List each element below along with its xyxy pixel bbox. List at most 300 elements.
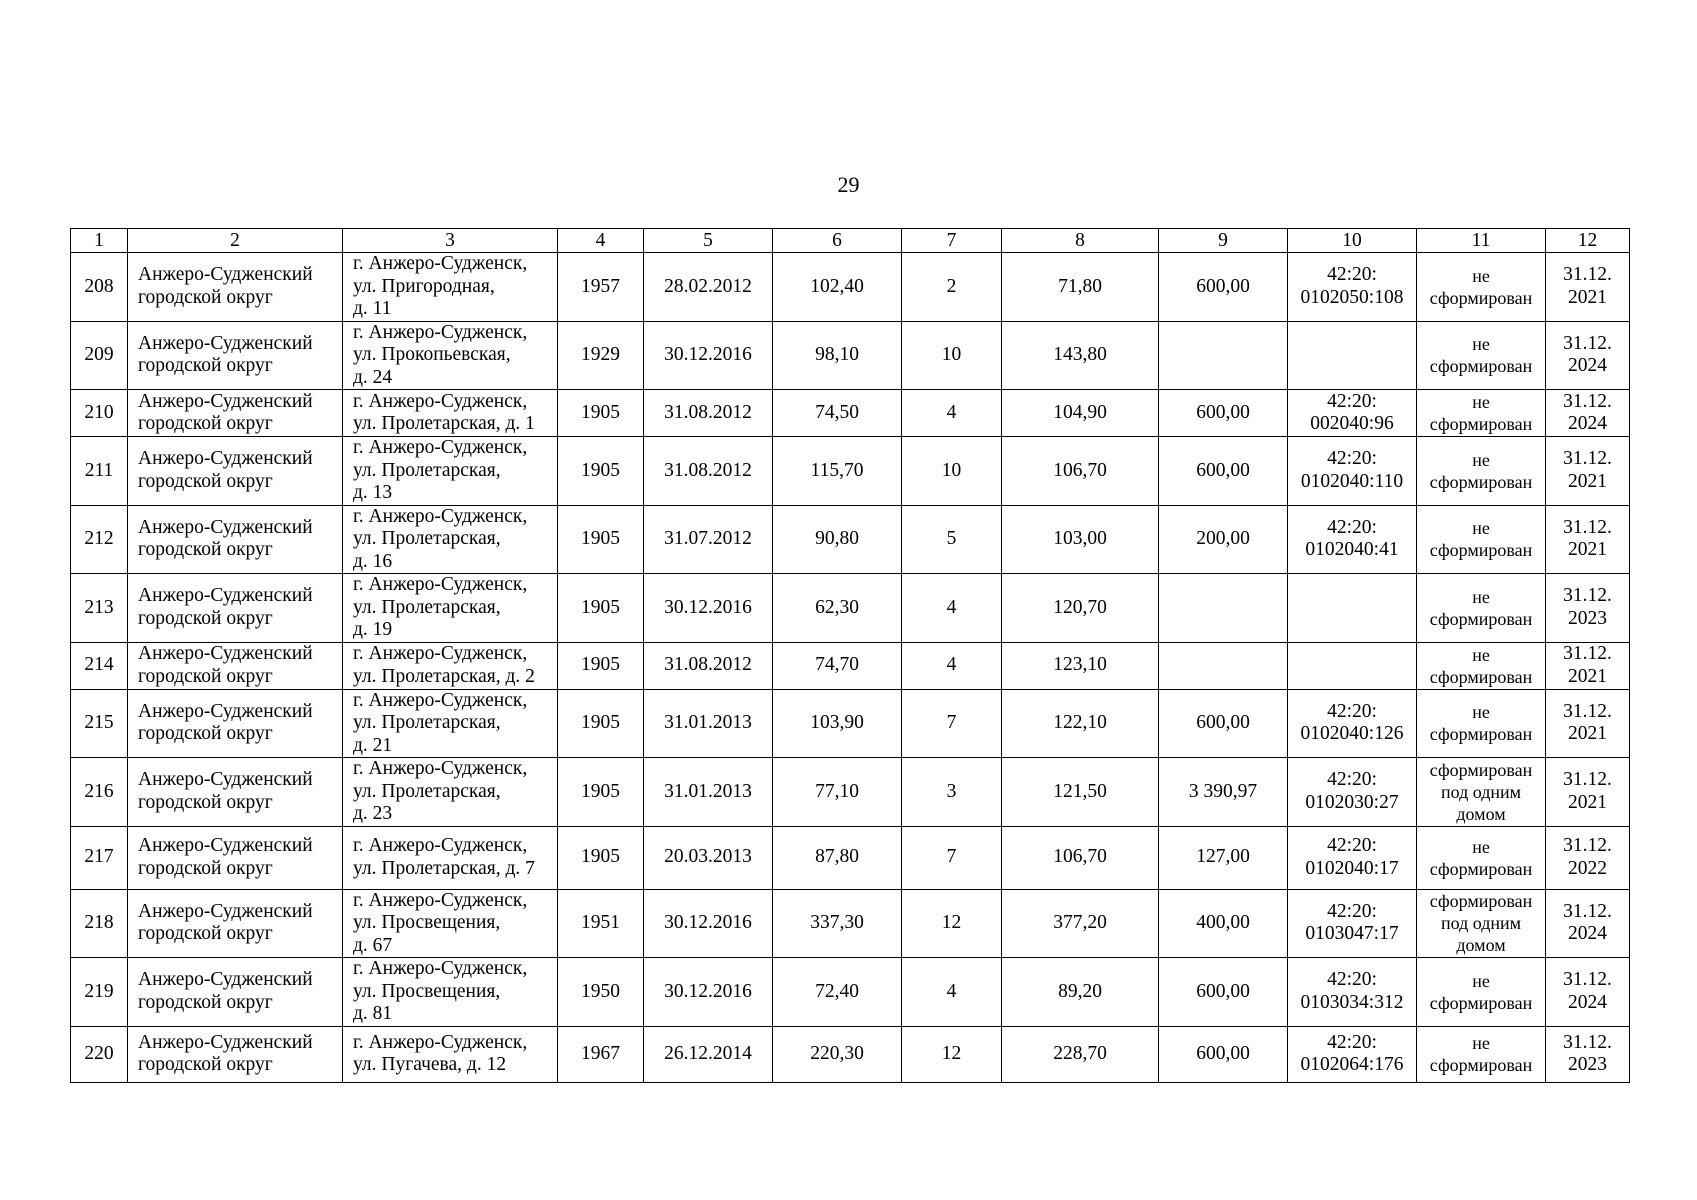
row-number: 216 (71, 758, 128, 827)
land-status-cell (1417, 505, 1546, 574)
deadline-cell (1546, 321, 1630, 390)
land-area-cell: 3 390,97 (1159, 758, 1288, 827)
municipality-line: городской округ (138, 1054, 273, 1075)
address-line: д. 67 (353, 934, 393, 956)
deadline-line: 31.12. (1563, 700, 1612, 722)
cadastral-number-cell (1288, 321, 1417, 390)
municipality-cell (128, 689, 343, 758)
row-number: 218 (71, 889, 128, 958)
cadastral-line: 0102040:17 (1305, 857, 1399, 879)
municipality-line: Анжеро-Судженский (138, 969, 313, 991)
page-number: 29 (837, 172, 860, 197)
count-cell: 10 (902, 437, 1002, 506)
area-cell: 115,70 (773, 437, 902, 506)
land-area-cell (1159, 321, 1288, 390)
deadline-line: 2021 (1568, 539, 1607, 561)
count-cell: 4 (902, 642, 1002, 689)
status-line: не (1472, 702, 1490, 723)
deadline-line: 2024 (1568, 923, 1607, 945)
municipality-cell (128, 1026, 343, 1082)
address-cell (343, 958, 558, 1027)
deadline-cell (1546, 758, 1630, 827)
count-cell: 4 (902, 958, 1002, 1027)
table-row (71, 889, 1630, 958)
cadastral-line: 42:20: (1327, 900, 1377, 922)
deadline-cell (1546, 1026, 1630, 1082)
cadastral-line: 42:20: (1327, 390, 1377, 412)
total-area-cell: 121,50 (1002, 758, 1159, 827)
row-number: 212 (71, 505, 128, 574)
column-number-row (71, 229, 1630, 253)
year-built-cell: 1905 (558, 437, 644, 506)
date-cell: 20.03.2013 (644, 826, 773, 889)
address-line: ул. Пугачева, д. 12 (353, 1054, 507, 1075)
address-line: г. Анжеро-Судженск, (353, 437, 528, 458)
land-area-cell (1159, 574, 1288, 643)
address-cell (343, 1026, 558, 1082)
area-cell: 220,30 (773, 1026, 902, 1082)
area-cell: 87,80 (773, 826, 902, 889)
date-cell: 31.01.2013 (644, 758, 773, 827)
deadline-cell (1546, 689, 1630, 758)
address-line: д. 23 (353, 803, 393, 824)
land-status-cell (1417, 958, 1546, 1027)
municipality-line: городской округ (138, 723, 273, 745)
year-built-cell: 1905 (558, 642, 644, 689)
column-header: 7 (902, 229, 1002, 253)
column-header: 5 (644, 229, 773, 253)
table-row (71, 758, 1630, 827)
status-line: под одним (1440, 781, 1522, 802)
deadline-cell (1546, 437, 1630, 506)
area-cell: 337,30 (773, 889, 902, 958)
address-line: ул. Пролетарская, (353, 780, 501, 802)
address-line: г. Анжеро-Судженск, (353, 321, 528, 343)
cadastral-number-cell (1288, 889, 1417, 958)
municipality-cell (128, 437, 343, 506)
row-number: 210 (71, 390, 128, 437)
deadline-line: 2024 (1568, 413, 1607, 434)
status-line: сформирован (1429, 608, 1533, 629)
count-cell: 7 (902, 689, 1002, 758)
year-built-cell: 1905 (558, 574, 644, 643)
address-line: д. 13 (353, 482, 393, 503)
total-area-cell: 123,10 (1002, 642, 1159, 689)
land-status-cell (1417, 826, 1546, 889)
address-cell (343, 642, 558, 689)
table-row (71, 390, 1630, 437)
address-line: ул. Пролетарская, д. 1 (353, 413, 535, 434)
date-cell: 31.08.2012 (644, 437, 773, 506)
land-area-cell: 600,00 (1159, 1026, 1288, 1082)
cadastral-number-cell (1288, 758, 1417, 827)
municipality-line: Анжеро-Судженский (138, 264, 313, 286)
deadline-line: 2024 (1568, 991, 1607, 1013)
municipality-cell (128, 889, 343, 958)
deadline-cell (1546, 826, 1630, 889)
deadline-line: 31.12. (1563, 969, 1612, 991)
total-area-cell: 377,20 (1002, 889, 1159, 958)
municipality-line: Анжеро-Судженский (138, 900, 313, 922)
status-line: сформирован (1429, 287, 1533, 308)
count-cell: 7 (902, 826, 1002, 889)
date-cell: 30.12.2016 (644, 321, 773, 390)
year-built-cell: 1905 (558, 758, 644, 827)
address-line: д. 21 (353, 734, 393, 756)
status-line: не (1472, 334, 1490, 355)
deadline-line: 31.12. (1563, 332, 1612, 354)
address-line: г. Анжеро-Судженск, (353, 253, 528, 274)
cadastral-number-cell (1288, 253, 1417, 322)
status-line: домом (1456, 935, 1506, 956)
cadastral-line: 42:20: (1327, 700, 1377, 722)
table-row (71, 253, 1630, 322)
land-status-cell (1417, 758, 1546, 827)
status-line: сформирован (1429, 414, 1533, 434)
land-status-cell (1417, 321, 1546, 390)
address-cell (343, 253, 558, 322)
municipality-cell (128, 505, 343, 574)
total-area-cell: 103,00 (1002, 505, 1159, 574)
cadastral-number-cell (1288, 505, 1417, 574)
address-line: ул. Пригородная, (353, 275, 495, 297)
municipality-line: Анжеро-Судженский (138, 448, 313, 470)
land-status-cell (1417, 689, 1546, 758)
municipality-cell (128, 574, 343, 643)
municipality-line: городской округ (138, 470, 273, 492)
address-cell (343, 505, 558, 574)
deadline-line: 31.12. (1563, 643, 1612, 664)
year-built-cell: 1929 (558, 321, 644, 390)
municipality-line: городской округ (138, 413, 273, 434)
date-cell: 31.07.2012 (644, 505, 773, 574)
total-area-cell: 89,20 (1002, 958, 1159, 1027)
deadline-line: 2021 (1568, 286, 1607, 308)
row-number: 215 (71, 689, 128, 758)
address-cell (343, 826, 558, 889)
count-cell: 10 (902, 321, 1002, 390)
address-line: г. Анжеро-Судженск, (353, 390, 528, 412)
municipality-cell (128, 642, 343, 689)
municipality-cell (128, 321, 343, 390)
deadline-line: 2021 (1568, 791, 1607, 813)
deadline-line: 2021 (1568, 470, 1607, 492)
column-header: 8 (1002, 229, 1159, 253)
date-cell: 30.12.2016 (644, 958, 773, 1027)
municipality-line: городской округ (138, 857, 273, 879)
deadline-line: 31.12. (1563, 264, 1612, 286)
total-area-cell: 228,70 (1002, 1026, 1159, 1082)
address-cell (343, 689, 558, 758)
cadastral-number-cell (1288, 826, 1417, 889)
deadline-line: 31.12. (1563, 900, 1612, 922)
cadastral-line: 42:20: (1327, 835, 1377, 856)
date-cell: 26.12.2014 (644, 1026, 773, 1082)
year-built-cell: 1905 (558, 390, 644, 437)
municipality-line: городской округ (138, 665, 273, 687)
date-cell: 31.01.2013 (644, 689, 773, 758)
address-cell (343, 889, 558, 958)
table-row (71, 505, 1630, 574)
total-area-cell: 120,70 (1002, 574, 1159, 643)
municipality-line: городской округ (138, 923, 273, 945)
row-number: 213 (71, 574, 128, 643)
status-line: сформирован (1429, 1055, 1533, 1075)
land-area-cell (1159, 642, 1288, 689)
table-row (71, 642, 1630, 689)
address-line: ул. Пролетарская, (353, 459, 501, 481)
deadline-line: 2021 (1568, 723, 1607, 745)
municipality-line: городской округ (138, 791, 273, 813)
cadastral-number-cell (1288, 390, 1417, 437)
status-line: сформирован (1429, 858, 1533, 879)
status-line: не (1472, 970, 1490, 991)
municipality-line: Анжеро-Судженский (138, 390, 313, 412)
count-cell: 4 (902, 390, 1002, 437)
status-line: сформирован (1429, 891, 1533, 912)
municipality-line: городской округ (138, 286, 273, 308)
area-cell: 74,70 (773, 642, 902, 689)
address-line: г. Анжеро-Судженск, (353, 958, 528, 979)
cadastral-line: 42:20: (1327, 264, 1377, 286)
column-header: 9 (1159, 229, 1288, 253)
cadastral-line: 0102040:110 (1300, 470, 1404, 492)
area-cell: 72,40 (773, 958, 902, 1027)
total-area-cell: 143,80 (1002, 321, 1159, 390)
date-cell: 30.12.2016 (644, 574, 773, 643)
cadastral-number-cell (1288, 642, 1417, 689)
date-cell: 30.12.2016 (644, 889, 773, 958)
municipality-line: Анжеро-Судженский (138, 1031, 313, 1053)
municipality-line: городской округ (138, 355, 273, 377)
area-cell: 74,50 (773, 390, 902, 437)
deadline-line: 2023 (1568, 607, 1607, 629)
area-cell: 103,90 (773, 689, 902, 758)
deadline-cell (1546, 390, 1630, 437)
status-line: не (1472, 836, 1490, 857)
municipality-cell (128, 826, 343, 889)
land-status-cell (1417, 253, 1546, 322)
column-header: 12 (1546, 229, 1630, 253)
address-line: д. 11 (353, 298, 392, 319)
column-header: 6 (773, 229, 902, 253)
year-built-cell: 1905 (558, 689, 644, 758)
row-number: 219 (71, 958, 128, 1027)
date-cell: 31.08.2012 (644, 642, 773, 689)
municipality-line: Анжеро-Судженский (138, 643, 313, 664)
land-area-cell: 600,00 (1159, 958, 1288, 1027)
address-line: г. Анжеро-Судженск, (353, 889, 528, 911)
row-number: 208 (71, 253, 128, 322)
area-cell: 90,80 (773, 505, 902, 574)
deadline-cell (1546, 889, 1630, 958)
row-number: 214 (71, 642, 128, 689)
status-line: сформирован (1429, 666, 1533, 687)
date-cell: 28.02.2012 (644, 253, 773, 322)
municipality-line: городской округ (138, 991, 273, 1013)
status-line: сформирован (1429, 992, 1533, 1013)
cadastral-number-cell (1288, 689, 1417, 758)
count-cell: 3 (902, 758, 1002, 827)
count-cell: 4 (902, 574, 1002, 643)
deadline-line: 2023 (1568, 1054, 1607, 1075)
cadastral-line: 0102050:108 (1300, 286, 1404, 308)
land-area-cell: 127,00 (1159, 826, 1288, 889)
area-cell: 62,30 (773, 574, 902, 643)
row-number: 209 (71, 321, 128, 390)
status-line: не (1472, 586, 1490, 607)
cadastral-line: 42:20: (1327, 969, 1377, 991)
land-status-cell (1417, 390, 1546, 437)
total-area-cell: 71,80 (1002, 253, 1159, 322)
address-cell (343, 390, 558, 437)
land-status-cell (1417, 437, 1546, 506)
cadastral-line: 0102064:176 (1300, 1054, 1404, 1075)
municipality-line: Анжеро-Судженский (138, 769, 313, 791)
deadline-line: 31.12. (1563, 1031, 1612, 1053)
address-line: ул. Просвещения, (353, 980, 501, 1002)
land-status-cell (1417, 574, 1546, 643)
total-area-cell: 106,70 (1002, 826, 1159, 889)
status-line: не (1472, 392, 1490, 412)
deadline-line: 2021 (1568, 665, 1607, 687)
address-line: д. 24 (353, 366, 393, 388)
column-header: 11 (1417, 229, 1546, 253)
land-area-cell: 600,00 (1159, 253, 1288, 322)
column-header: 10 (1288, 229, 1417, 253)
municipality-line: Анжеро-Судженский (138, 516, 313, 538)
area-cell: 77,10 (773, 758, 902, 827)
year-built-cell: 1951 (558, 889, 644, 958)
deadline-line: 31.12. (1563, 390, 1612, 412)
deadline-cell (1546, 958, 1630, 1027)
municipality-line: городской округ (138, 607, 273, 629)
row-number: 211 (71, 437, 128, 506)
address-line: г. Анжеро-Судженск, (353, 835, 528, 856)
cadastral-line: 42:20: (1327, 1031, 1377, 1053)
table-body (71, 253, 1630, 1083)
address-line: г. Анжеро-Судженск, (353, 758, 528, 779)
municipality-line: Анжеро-Судженский (138, 585, 313, 607)
address-line: г. Анжеро-Судженск, (353, 505, 528, 527)
land-area-cell: 200,00 (1159, 505, 1288, 574)
address-line: г. Анжеро-Судженск, (353, 1031, 528, 1053)
year-built-cell: 1950 (558, 958, 644, 1027)
municipality-line: Анжеро-Судженский (138, 835, 313, 856)
deadline-line: 31.12. (1563, 769, 1612, 791)
address-line: ул. Пролетарская, (353, 596, 501, 618)
address-line: г. Анжеро-Судженск, (353, 689, 528, 711)
table-row (71, 958, 1630, 1027)
address-cell (343, 321, 558, 390)
deadline-cell (1546, 642, 1630, 689)
address-line: г. Анжеро-Судженск, (353, 643, 528, 664)
column-header: 2 (128, 229, 343, 253)
cadastral-number-cell (1288, 437, 1417, 506)
status-line: не (1472, 644, 1490, 665)
column-header: 1 (71, 229, 128, 253)
address-cell (343, 437, 558, 506)
cadastral-line: 42:20: (1327, 769, 1377, 791)
table-row (71, 437, 1630, 506)
address-line: д. 16 (353, 550, 393, 572)
deadline-line: 31.12. (1563, 835, 1612, 856)
cadastral-line: 0103047:17 (1305, 923, 1399, 945)
status-line: не (1472, 265, 1490, 286)
municipality-cell (128, 958, 343, 1027)
status-line: сформирован (1429, 759, 1533, 780)
year-built-cell: 1967 (558, 1026, 644, 1082)
address-line: д. 19 (353, 619, 393, 640)
cadastral-line: 0102040:41 (1305, 539, 1399, 561)
cadastral-number-cell (1288, 1026, 1417, 1082)
cadastral-line: 002040:96 (1310, 413, 1394, 434)
count-cell: 5 (902, 505, 1002, 574)
deadline-line: 2022 (1568, 857, 1607, 879)
deadline-cell (1546, 574, 1630, 643)
cadastral-line: 42:20: (1327, 516, 1377, 538)
municipality-cell (128, 390, 343, 437)
address-line: ул. Пролетарская, (353, 712, 501, 733)
status-line: сформирован (1429, 724, 1533, 745)
address-line: ул. Пролетарская, д. 7 (353, 857, 535, 879)
deadline-line: 31.12. (1563, 448, 1612, 470)
table-row (71, 826, 1630, 889)
deadline-line: 2024 (1568, 355, 1607, 377)
address-line: ул. Просвещения, (353, 912, 501, 933)
area-cell: 98,10 (773, 321, 902, 390)
count-cell: 12 (902, 889, 1002, 958)
status-line: домом (1456, 803, 1506, 824)
address-line: ул. Пролетарская, д. 2 (353, 665, 535, 687)
status-line: под одним (1440, 913, 1522, 934)
municipality-cell (128, 758, 343, 827)
table-row (71, 321, 1630, 390)
cadastral-line: 0103034:312 (1300, 991, 1404, 1013)
address-line: ул. Пролетарская, (353, 528, 501, 549)
status-line: сформирован (1429, 471, 1533, 492)
column-header: 4 (558, 229, 644, 253)
table-row (71, 1026, 1630, 1082)
municipality-line: городской округ (138, 539, 273, 561)
deadline-line: 31.12. (1563, 585, 1612, 607)
area-cell: 102,40 (773, 253, 902, 322)
municipality-line: Анжеро-Судженский (138, 332, 313, 354)
status-line: не (1472, 518, 1490, 539)
land-area-cell: 600,00 (1159, 390, 1288, 437)
land-area-cell: 600,00 (1159, 437, 1288, 506)
table-row (71, 689, 1630, 758)
deadline-cell (1546, 253, 1630, 322)
land-status-cell (1417, 889, 1546, 958)
status-line: сформирован (1429, 356, 1533, 377)
count-cell: 2 (902, 253, 1002, 322)
year-built-cell: 1905 (558, 826, 644, 889)
table-row (71, 574, 1630, 643)
address-line: д. 81 (353, 1003, 393, 1024)
land-area-cell: 600,00 (1159, 689, 1288, 758)
count-cell: 12 (902, 1026, 1002, 1082)
address-cell (343, 758, 558, 827)
address-line: г. Анжеро-Судженск, (353, 574, 528, 595)
municipality-line: Анжеро-Судженский (138, 700, 313, 722)
status-line: сформирован (1429, 540, 1533, 561)
housing-registry-table (70, 228, 1630, 1083)
land-status-cell (1417, 642, 1546, 689)
cadastral-line: 42:20: (1327, 448, 1377, 470)
land-area-cell: 400,00 (1159, 889, 1288, 958)
municipality-cell (128, 253, 343, 322)
